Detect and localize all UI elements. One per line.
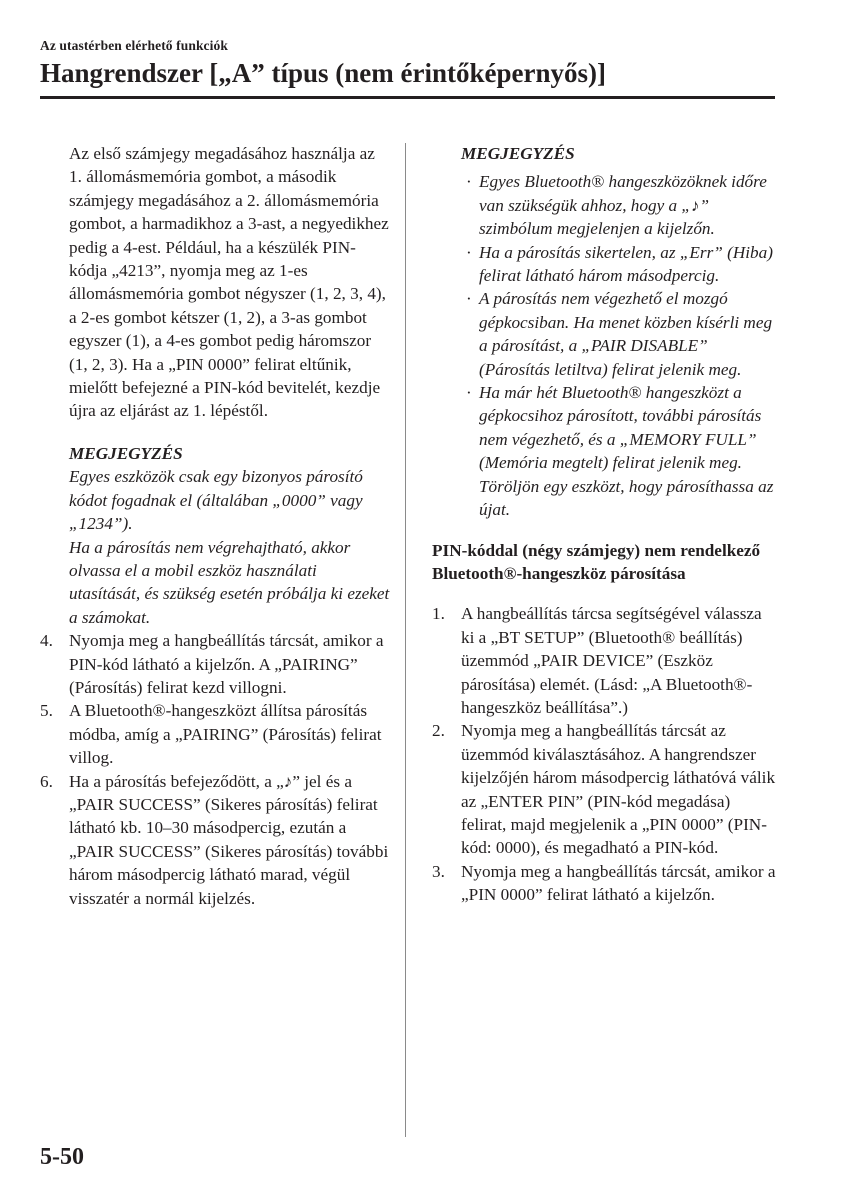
step-text: Nyomja meg a hangbeállítás tárcsát, amikor a „PIN 0000” felirat látható a kijelzőn.: [461, 861, 776, 905]
note-heading: MEGJEGYZÉS: [69, 443, 183, 463]
section-subheading: PIN-kóddal (négy számjegy) nem rendelkező Bluetooth®-hangeszköz párosítása: [432, 540, 761, 583]
step-text: Nyomja meg a hangbeállítás tárcsát az üzemmód kiválasztásához. A hangrendszer kijelzőjén három másodpercig láthatóvá válik az „ENTER PIN” (PIN-kód megadása) felirat, majd megjelenik a „PIN 0000” (PIN-kód: 0000), és megadható a PIN-kód.: [461, 721, 776, 858]
step-text: Ha a párosítás befejeződött, a „♪” jel és a „PAIR SUCCESS” (Sikeres párosítás) felirat látható kb. 10–30 másodpercig, ezután a „PAIR SUCCESS” (Sikeres párosítás) további három másodpercig látható marad, végül visszatér a normál kijelzés.: [69, 771, 389, 908]
bullet-dot: ·: [466, 172, 472, 192]
title-rule: [40, 96, 775, 99]
note-box-right: [432, 142, 777, 522]
note-box-left: [40, 442, 392, 629]
step-item: [40, 629, 392, 699]
step-number: 6.: [40, 771, 53, 791]
note-bullet: [461, 287, 777, 381]
note-bullet: [461, 170, 777, 240]
step-item: [40, 699, 392, 769]
step-text: A Bluetooth®-hangeszközt állítsa párosítás módba, amíg a „PAIRING” (Párosítás) felirat villog.: [69, 701, 382, 768]
step-text: Nyomja meg a hangbeállítás tárcsát, amikor a PIN-kód látható a kijelzőn. A „PAIRING” (Párosítás) felirat kezd villogni.: [69, 631, 384, 697]
intro-paragraph: Az első számjegy megadásához használja az 1. állomásmemória gombot, a második számjegy megadásához a 2. állomásmemória gombot, a harmadikhoz a 3-ast, a negyedikhez pedig a 4-est. Például, ha a készülék PIN-kódja „4213”, nyomja meg az 1-es állomásmemória gombot négyszer (1, 2, 3, 4), a 2-es gombot kétszer (1, 2), a 3-as gombot egyszer (1), a 4-es gombot pedig háromszor (1, 2, 3). Ha a „PIN 0000” felirat eltűnik, mielőtt befejezné a PIN-kód bevitelét, kezdje újra az eljárást az 1. lépéstől.: [69, 144, 389, 421]
note-text: Egyes eszközök csak egy bizonyos párosító kódot fogadnak el (általában „0000” vagy „1234”).: [69, 467, 363, 534]
note-bullet: [461, 241, 777, 288]
step-item: [432, 719, 777, 859]
bullet-dot: ·: [466, 383, 472, 403]
step-item: [432, 602, 777, 719]
step-list-right: [432, 602, 777, 906]
step-number: 2.: [432, 721, 445, 741]
note-bullet-text: Egyes Bluetooth® hangeszközöknek időre van szükségük ahhoz, hogy a „♪” szimbólum megjelenjen a kijelzőn.: [479, 172, 767, 239]
note-text: Ha a párosítás nem végrehajtható, akkor olvassa el a mobil eszköz használati utasítását, és szükség esetén próbálja ki ezeket a számokat.: [69, 537, 390, 627]
step-number: 4.: [40, 631, 53, 651]
step-item: [40, 770, 392, 910]
column-divider: [405, 143, 406, 1137]
note-heading: MEGJEGYZÉS: [461, 144, 575, 163]
left-column: [40, 142, 392, 910]
step-text: A hangbeállítás tárcsa segítségével válassza ki a „BT SETUP” (Bluetooth® beállítás) üzemmód „PAIR DEVICE” (Eszköz párosítása) elemét. (Lásd: „A Bluetooth®-hangeszköz beállítása”.): [461, 604, 762, 717]
bullet-dot: ·: [466, 289, 472, 309]
right-column: [432, 142, 777, 907]
note-bullet-text: Ha már hét Bluetooth® hangeszközt a gépkocsihoz párosított, további párosítás nem végezhető, és a „MEMORY FULL” (Memória megtelt) felirat jelenik meg. Töröljön egy eszközt, hogy párosíthassa az újat.: [479, 383, 774, 520]
note-bullet-text: Ha a párosítás sikertelen, az „Err” (Hiba) felirat látható három másodpercig.: [479, 242, 773, 286]
step-number: 3.: [432, 861, 445, 881]
step-item: [432, 860, 777, 907]
note-bullet: [461, 381, 777, 521]
step-list-left: [40, 629, 392, 910]
page-number: 5-50: [40, 1144, 84, 1170]
section-label: Az utastérben elérhető funkciók: [40, 38, 228, 53]
step-number: 5.: [40, 701, 53, 721]
page-title: Hangrendszer [„A” típus (nem érintőképernyős)]: [40, 58, 606, 88]
note-bullet-text: A párosítás nem végezhető el mozgó gépkocsiban. Ha menet közben kísérli meg a párosítást, a „PAIR DISABLE” (Párosítás letiltva) felirat jelenik meg.: [479, 289, 773, 379]
bullet-dot: ·: [466, 242, 472, 262]
step-number: 1.: [432, 604, 445, 624]
